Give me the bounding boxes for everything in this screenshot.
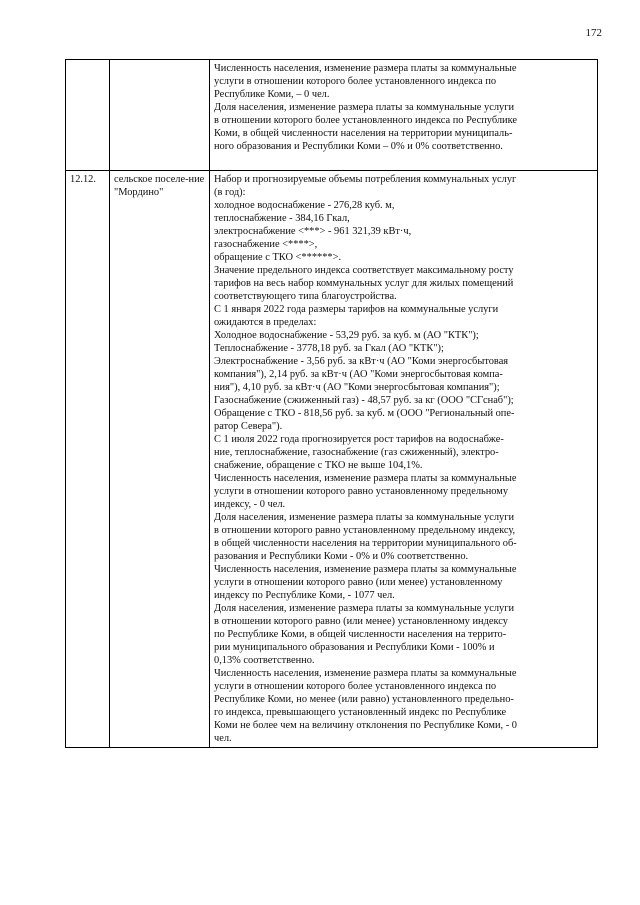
text-line: Численность населения, изменение размера платы за коммунальные: [214, 564, 517, 575]
text-line: Набор и прогнозируемые объемы потребления коммунальных услуг: [214, 174, 517, 185]
text-line: электроснабжение <***> - 961 321,39 кВт·ч,: [214, 226, 412, 237]
text-line: Доля населения, изменение размера платы за коммунальные услуги: [214, 512, 515, 523]
municipality-name-cell: [110, 60, 210, 171]
text-line: Коми не более чем на величину отклонения по Республике Коми, - 0: [214, 720, 517, 731]
text-line: по Республике Коми, в общей численности населения на террито-: [214, 629, 507, 640]
text-line: ратор Севера").: [214, 421, 283, 432]
text-line: С 1 июля 2022 года прогнозируется рост тарифов на водоснабже-: [214, 434, 504, 445]
text-line: разования и Республики Коми - 0% и 0% соответственно.: [214, 551, 469, 562]
text-line: в отношении которого равно установленному предельному индексу,: [214, 525, 516, 536]
text-line: снабжение, обращение с ТКО не выше 104,1%.: [214, 460, 423, 471]
text-line: услуги в отношении которого равно (или менее) установленному: [214, 577, 503, 588]
text-line: С 1 января 2022 года размеры тарифов на коммунальные услуги: [214, 304, 499, 315]
text-line: Значение предельного индекса соответствует максимальному росту: [214, 265, 514, 276]
table-row: [66, 171, 598, 748]
text-line: газоснабжение <****>,: [214, 239, 318, 250]
text-line: чел.: [214, 733, 232, 744]
description-cell: [210, 60, 598, 171]
text-line: тарифов на весь набор коммунальных услуг для жилых помещений: [214, 278, 514, 289]
text-line: Обращение с ТКО - 818,56 руб. за куб. м (ООО "Региональный опе-: [214, 408, 515, 419]
text-line: Доля населения, изменение размера платы за коммунальные услуги: [214, 102, 515, 113]
text-line: Холодное водоснабжение - 53,29 руб. за куб. м (АО "КТК");: [214, 330, 479, 341]
row-number-cell: 12.12.: [66, 171, 110, 748]
text-line: в отношении которого равно (или менее) установленному индексу: [214, 616, 508, 627]
text-line: соответствующего типа благоустройства.: [214, 291, 397, 302]
text-line: ния"), 4,10 руб. за кВт·ч (АО "Коми энергосбытовая компания");: [214, 382, 500, 393]
text-line: 0,13% соответственно.: [214, 655, 315, 666]
text-line: ние, теплоснабжение, газоснабжение (газ сжиженный), электро-: [214, 447, 499, 458]
text-line: в отношении которого более установленного индекса по Республике: [214, 115, 518, 126]
tariff-table: [65, 59, 598, 748]
text-line: Электроснабжение - 3,56 руб. за кВт·ч (АО "Коми энергосбытовая: [214, 356, 509, 367]
text-line: Республике Коми, – 0 чел.: [214, 89, 330, 100]
text-line: компания"), 2,14 руб. за кВт·ч (АО "Коми энергосбытовая компа-: [214, 369, 503, 380]
table-row: [66, 60, 598, 171]
municipality-name-cell: сельское поселе-ние "Мордино": [110, 171, 210, 748]
description-cell: [210, 171, 598, 748]
text-line: в общей численности населения на территории муниципального об-: [214, 538, 517, 549]
text-line: ожидаются в пределах:: [214, 317, 317, 328]
text-line: ного образования и Республики Коми – 0% и 0% соответственно.: [214, 141, 503, 152]
text-line: теплоснабжение - 384,16 Гкал,: [214, 213, 350, 224]
text-line: услуги в отношении которого более установленного индекса по: [214, 681, 497, 692]
text-line: Республике Коми, но менее (или равно) установленного предельно-: [214, 694, 514, 705]
text-line: Численность населения, изменение размера платы за коммунальные: [214, 63, 517, 74]
text-line: го индекса, превышающего установленный индекс по Республике: [214, 707, 507, 718]
text-line: индексу, - 0 чел.: [214, 499, 286, 510]
text-line: Теплоснабжение - 3778,18 руб. за Гкал (АО "КТК");: [214, 343, 444, 354]
text-line: холодное водоснабжение - 276,28 куб. м,: [214, 200, 395, 211]
row-number-cell: [66, 60, 110, 171]
text-line: услуги в отношении которого равно установленному предельному: [214, 486, 509, 497]
page-number: 172: [585, 27, 602, 39]
text-line: (в год):: [214, 187, 246, 198]
text-line: услуги в отношении которого более установленного индекса по: [214, 76, 497, 87]
text-line: Коми, в общей численности населения на территории муниципаль-: [214, 128, 513, 139]
text-line: индексу по Республике Коми, - 1077 чел.: [214, 590, 395, 601]
text-line: Численность населения, изменение размера платы за коммунальные: [214, 668, 517, 679]
text-line: Доля населения, изменение размера платы за коммунальные услуги: [214, 603, 515, 614]
text-line: Численность населения, изменение размера платы за коммунальные: [214, 473, 517, 484]
text-line: Газоснабжение (сжиженный газ) - 48,57 руб. за кг (ООО "СГснаб");: [214, 395, 514, 406]
text-line: обращение с ТКО <******>.: [214, 252, 342, 263]
text-line: рии муниципального образования и Республики Коми - 100% и: [214, 642, 495, 653]
